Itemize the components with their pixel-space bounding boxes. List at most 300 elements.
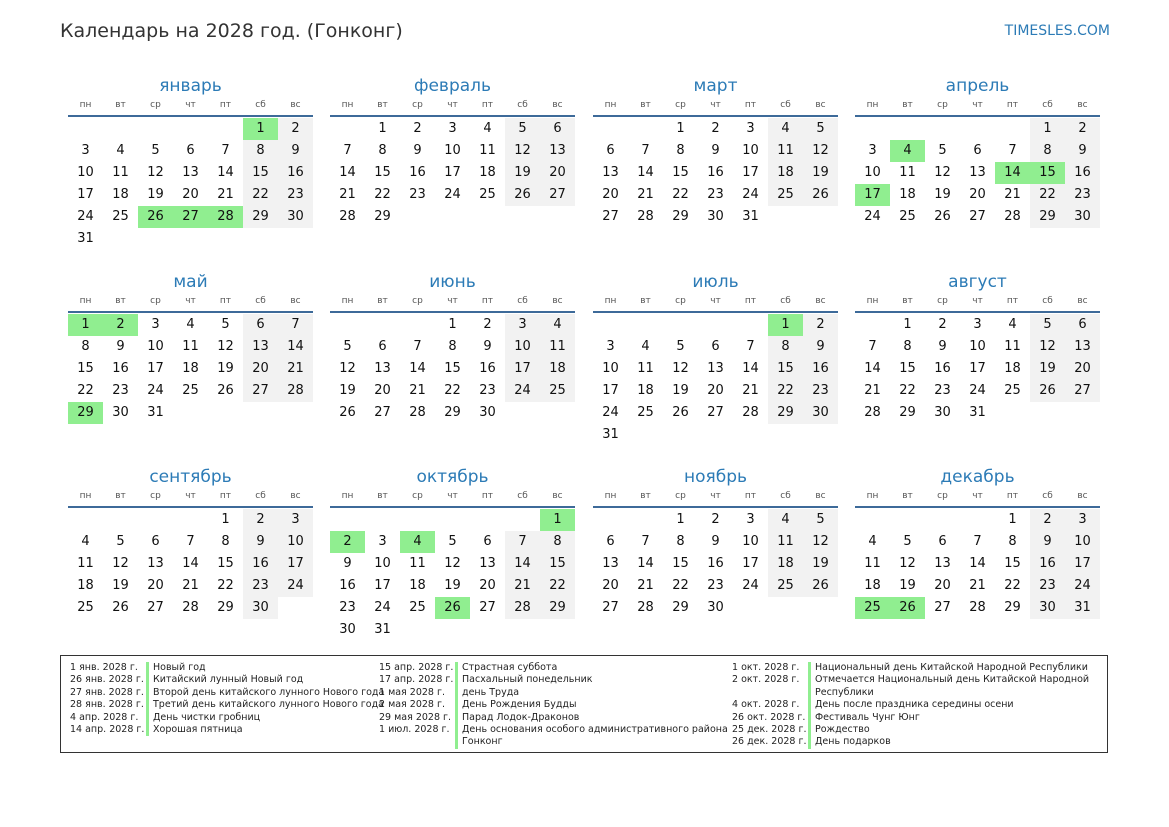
days-grid <box>330 117 575 228</box>
day-cell: 7 <box>343 143 352 158</box>
day-cell: 21 <box>637 578 654 593</box>
day-cell: 29 <box>217 600 234 615</box>
day-cell: 8 <box>676 534 685 549</box>
day-cell: 14 <box>409 361 426 376</box>
day-cell: 3 <box>1065 509 1100 531</box>
day-cell: 3 <box>505 314 540 336</box>
holiday-date: 2 мая 2028 г. <box>379 699 445 711</box>
day-cell: 20 <box>540 162 575 184</box>
day-cell: 13 <box>147 556 164 571</box>
day-cell: 25 <box>77 600 94 615</box>
holiday-name: День основания особого административного района Гонконг <box>455 724 730 749</box>
holiday-name: Новый год <box>146 662 385 674</box>
day-cell: 18 <box>864 578 881 593</box>
day-cell: 6 <box>973 143 982 158</box>
day-cell: 30 <box>243 597 278 619</box>
day-cell: 21 <box>1004 187 1021 202</box>
day-cell: 11 <box>409 556 426 571</box>
weekday-label: вт <box>115 491 126 501</box>
day-cell: 17 <box>742 165 759 180</box>
day-cell: 16 <box>479 361 496 376</box>
day-cell: 28 <box>505 597 540 619</box>
day-cell: 29 <box>444 405 461 420</box>
day-cell: 9 <box>803 336 838 358</box>
day-cell: 4 <box>81 534 90 549</box>
weekday-label: чт <box>710 491 721 501</box>
day-cell: 5 <box>505 118 540 140</box>
day-cell: 8 <box>243 140 278 162</box>
weekday-label: чт <box>710 100 721 110</box>
day-cell: 14 <box>637 556 654 571</box>
weekday-label: ср <box>412 100 423 110</box>
day-cell: 11 <box>182 339 199 354</box>
day-cell: 3 <box>606 339 615 354</box>
weekday-label: пн <box>604 296 617 306</box>
holiday-day: 2 <box>330 531 365 553</box>
weekday-header <box>68 98 313 117</box>
day-cell: 23 <box>707 187 724 202</box>
weekday-header <box>330 294 575 313</box>
weekday-header <box>855 489 1100 508</box>
day-cell: 28 <box>969 600 986 615</box>
day-cell: 24 <box>742 187 759 202</box>
day-cell: 16 <box>934 361 951 376</box>
day-cell: 19 <box>339 383 356 398</box>
month-4 <box>855 74 1100 228</box>
day-cell: 25 <box>182 383 199 398</box>
weekday-label: ср <box>412 491 423 501</box>
weekday-label: пн <box>341 100 354 110</box>
day-cell: 3 <box>81 143 90 158</box>
day-cell: 2 <box>243 509 278 531</box>
day-cell: 7 <box>505 531 540 553</box>
day-cell: 21 <box>505 575 540 597</box>
day-cell: 30 <box>479 405 496 420</box>
holiday-date: 28 янв. 2028 г. <box>70 699 144 711</box>
weekday-label: пт <box>744 100 757 110</box>
legend-row <box>723 712 1105 724</box>
day-cell: 31 <box>77 231 94 246</box>
day-cell: 31 <box>969 405 986 420</box>
legend-column <box>370 662 730 749</box>
legend-row <box>723 699 1105 711</box>
day-cell: 10 <box>374 556 391 571</box>
day-cell: 10 <box>742 143 759 158</box>
day-cell: 28 <box>742 405 759 420</box>
day-cell: 17 <box>77 187 94 202</box>
day-cell: 9 <box>711 534 720 549</box>
weekday-label: вс <box>290 100 301 110</box>
month-name: январь <box>159 76 222 96</box>
weekday-label: пт <box>481 296 494 306</box>
weekday-header <box>593 489 838 508</box>
day-cell: 29 <box>672 600 689 615</box>
day-cell: 26 <box>672 405 689 420</box>
weekday-label: чт <box>447 491 458 501</box>
weekday-label: вт <box>902 491 913 501</box>
days-grid <box>330 508 575 641</box>
day-cell: 25 <box>637 405 654 420</box>
day-cell: 15 <box>672 165 689 180</box>
weekday-label: вт <box>902 296 913 306</box>
day-cell: 27 <box>374 405 391 420</box>
day-cell: 3 <box>973 317 982 332</box>
day-cell: 9 <box>278 140 313 162</box>
weekday-label: чт <box>447 100 458 110</box>
weekday-header <box>330 98 575 117</box>
day-cell: 13 <box>602 556 619 571</box>
day-cell: 13 <box>479 556 496 571</box>
day-cell: 8 <box>1008 534 1017 549</box>
day-cell: 29 <box>768 402 803 424</box>
day-cell: 28 <box>637 209 654 224</box>
weekday-label: вс <box>815 100 826 110</box>
legend-row <box>370 687 730 699</box>
day-cell: 7 <box>413 339 422 354</box>
day-cell: 5 <box>343 339 352 354</box>
day-cell: 20 <box>147 578 164 593</box>
day-cell: 4 <box>768 118 803 140</box>
weekday-label: вс <box>552 491 563 501</box>
month-name: октябрь <box>416 467 489 487</box>
day-cell: 22 <box>1030 184 1065 206</box>
legend-row <box>723 724 1105 736</box>
day-cell: 2 <box>1030 509 1065 531</box>
day-cell: 19 <box>672 383 689 398</box>
day-cell: 13 <box>1065 336 1100 358</box>
holiday-name: День после праздника середины осени <box>808 699 1105 711</box>
day-cell: 22 <box>672 187 689 202</box>
day-cell: 19 <box>444 578 461 593</box>
day-cell: 28 <box>182 600 199 615</box>
weekday-header <box>593 294 838 313</box>
day-cell: 15 <box>444 361 461 376</box>
days-grid <box>593 313 838 446</box>
legend-row <box>61 687 385 699</box>
weekday-label: вс <box>1077 296 1088 306</box>
legend-row <box>723 674 1105 699</box>
day-cell: 27 <box>1065 380 1100 402</box>
day-cell: 11 <box>899 165 916 180</box>
day-cell: 12 <box>899 556 916 571</box>
day-cell: 6 <box>483 534 492 549</box>
day-cell: 7 <box>186 534 195 549</box>
day-cell: 15 <box>1004 556 1021 571</box>
day-cell: 15 <box>768 358 803 380</box>
holiday-date: 27 янв. 2028 г. <box>70 686 144 698</box>
day-cell: 26 <box>217 383 234 398</box>
day-cell: 9 <box>116 339 125 354</box>
month-5 <box>68 270 313 424</box>
weekday-label: пн <box>341 296 354 306</box>
day-cell: 21 <box>742 383 759 398</box>
day-cell: 31 <box>742 209 759 224</box>
month-2 <box>330 74 575 228</box>
day-cell: 15 <box>672 556 689 571</box>
month-6 <box>330 270 575 424</box>
day-cell: 13 <box>374 361 391 376</box>
day-cell: 14 <box>864 361 881 376</box>
legend-row <box>61 699 385 711</box>
holiday-date: 4 апр. 2028 г. <box>70 711 139 723</box>
day-cell: 4 <box>868 534 877 549</box>
holiday-day: 29 <box>68 402 103 424</box>
day-cell: 8 <box>1030 140 1065 162</box>
weekday-header <box>68 294 313 313</box>
day-cell: 22 <box>540 575 575 597</box>
day-cell: 17 <box>505 358 540 380</box>
day-cell: 17 <box>1065 553 1100 575</box>
holiday-day: 2 <box>103 314 138 336</box>
holiday-date: 17 апр. 2028 г. <box>379 674 454 686</box>
site-link[interactable]: TIMESLES.COM <box>1004 23 1110 39</box>
day-cell: 20 <box>374 383 391 398</box>
days-grid <box>68 313 313 424</box>
holiday-day: 26 <box>138 206 173 228</box>
day-cell: 14 <box>278 336 313 358</box>
weekday-label: пт <box>219 491 232 501</box>
day-cell: 10 <box>77 165 94 180</box>
day-cell: 2 <box>711 121 720 136</box>
day-cell: 6 <box>938 534 947 549</box>
day-cell: 5 <box>116 534 125 549</box>
holiday-name: Страстная суббота <box>455 662 730 674</box>
legend-row <box>370 724 730 749</box>
holiday-date: 2 окт. 2028 г. <box>732 674 800 686</box>
day-cell: 5 <box>938 143 947 158</box>
weekday-label: ср <box>937 296 948 306</box>
day-cell: 25 <box>540 380 575 402</box>
weekday-label: ср <box>675 100 686 110</box>
weekday-label: сб <box>780 296 791 306</box>
day-cell: 6 <box>606 143 615 158</box>
day-cell: 9 <box>343 556 352 571</box>
holiday-name: Хорошая пятница <box>146 724 385 736</box>
day-cell: 20 <box>602 187 619 202</box>
day-cell: 1 <box>676 512 685 527</box>
weekday-label: пн <box>604 491 617 501</box>
legend-column <box>723 662 1105 749</box>
days-grid <box>593 117 838 228</box>
day-cell: 12 <box>112 556 129 571</box>
weekday-label: вс <box>552 296 563 306</box>
day-cell: 18 <box>1004 361 1021 376</box>
holiday-name: Фестиваль Чунг Юнг <box>808 712 1105 724</box>
day-cell: 29 <box>243 206 278 228</box>
day-cell: 6 <box>243 314 278 336</box>
day-cell: 14 <box>637 165 654 180</box>
weekday-label: вт <box>377 296 388 306</box>
day-cell: 23 <box>112 383 129 398</box>
day-cell: 14 <box>505 553 540 575</box>
holiday-day: 26 <box>890 597 925 619</box>
day-cell: 28 <box>864 405 881 420</box>
day-cell: 24 <box>505 380 540 402</box>
weekday-label: сб <box>1042 296 1053 306</box>
holiday-day: 27 <box>173 206 208 228</box>
day-cell: 5 <box>448 534 457 549</box>
holiday-name: Пасхальный понедельник <box>455 674 730 686</box>
weekday-label: ср <box>675 491 686 501</box>
day-cell: 16 <box>112 361 129 376</box>
month-name: сентябрь <box>149 467 232 487</box>
weekday-label: пт <box>219 100 232 110</box>
day-cell: 7 <box>746 339 755 354</box>
day-cell: 7 <box>1008 143 1017 158</box>
weekday-label: сб <box>780 491 791 501</box>
day-cell: 27 <box>479 600 496 615</box>
day-cell: 17 <box>444 165 461 180</box>
weekday-label: вс <box>552 100 563 110</box>
day-cell: 5 <box>221 317 230 332</box>
day-cell: 21 <box>637 187 654 202</box>
day-cell: 17 <box>969 361 986 376</box>
legend-row <box>723 736 1105 748</box>
holiday-day: 4 <box>890 140 925 162</box>
day-cell: 27 <box>243 380 278 402</box>
day-cell: 18 <box>637 383 654 398</box>
day-cell: 22 <box>217 578 234 593</box>
day-cell: 23 <box>409 187 426 202</box>
day-cell: 24 <box>1065 575 1100 597</box>
day-cell: 6 <box>151 534 160 549</box>
holiday-date: 1 окт. 2028 г. <box>732 662 800 673</box>
weekday-label: пт <box>1006 491 1019 501</box>
day-cell: 9 <box>413 143 422 158</box>
day-cell: 27 <box>540 184 575 206</box>
holiday-date: 14 апр. 2028 г. <box>70 724 145 736</box>
weekday-label: сб <box>517 100 528 110</box>
day-cell: 15 <box>374 165 391 180</box>
day-cell: 26 <box>803 575 838 597</box>
day-cell: 15 <box>899 361 916 376</box>
day-cell: 12 <box>444 556 461 571</box>
day-cell: 4 <box>483 121 492 136</box>
holiday-day: 1 <box>540 509 575 531</box>
holiday-day: 25 <box>855 597 890 619</box>
day-cell: 20 <box>1065 358 1100 380</box>
day-cell: 17 <box>147 361 164 376</box>
day-cell: 12 <box>803 531 838 553</box>
day-cell: 28 <box>1004 209 1021 224</box>
holiday-day: 4 <box>400 531 435 553</box>
day-cell: 25 <box>768 184 803 206</box>
days-grid <box>855 313 1100 424</box>
day-cell: 20 <box>243 358 278 380</box>
holiday-date: 15 апр. 2028 г. <box>379 662 454 673</box>
day-cell: 14 <box>182 556 199 571</box>
day-cell: 23 <box>707 578 724 593</box>
holiday-day: 14 <box>995 162 1030 184</box>
day-cell: 6 <box>606 534 615 549</box>
day-cell: 16 <box>243 553 278 575</box>
day-cell: 12 <box>147 165 164 180</box>
day-cell: 16 <box>339 578 356 593</box>
day-cell: 23 <box>339 600 356 615</box>
weekday-label: сб <box>1042 491 1053 501</box>
day-cell: 6 <box>540 118 575 140</box>
day-cell: 25 <box>409 600 426 615</box>
day-cell: 29 <box>1030 206 1065 228</box>
day-cell: 14 <box>339 165 356 180</box>
day-cell: 3 <box>278 509 313 531</box>
weekday-label: вс <box>1077 100 1088 110</box>
days-grid <box>855 117 1100 228</box>
day-cell: 24 <box>864 209 881 224</box>
weekday-label: вт <box>377 100 388 110</box>
day-cell: 26 <box>934 209 951 224</box>
day-cell: 9 <box>711 143 720 158</box>
day-cell: 24 <box>374 600 391 615</box>
day-cell: 5 <box>803 509 838 531</box>
day-cell: 25 <box>768 575 803 597</box>
day-cell: 24 <box>602 405 619 420</box>
month-name: май <box>173 272 208 292</box>
day-cell: 10 <box>742 534 759 549</box>
day-cell: 23 <box>243 575 278 597</box>
legend-row <box>61 724 385 736</box>
holiday-day: 1 <box>768 314 803 336</box>
day-cell: 1 <box>1008 512 1017 527</box>
weekday-label: пт <box>1006 100 1019 110</box>
month-name: декабрь <box>940 467 1015 487</box>
weekday-label: вт <box>640 100 651 110</box>
month-7 <box>593 270 838 446</box>
day-cell: 10 <box>602 361 619 376</box>
day-cell: 22 <box>77 383 94 398</box>
day-cell: 11 <box>77 556 94 571</box>
weekday-label: вт <box>902 100 913 110</box>
day-cell: 2 <box>413 121 422 136</box>
day-cell: 12 <box>803 140 838 162</box>
day-cell: 22 <box>672 578 689 593</box>
month-1 <box>68 74 313 250</box>
day-cell: 12 <box>934 165 951 180</box>
day-cell: 31 <box>1065 597 1100 619</box>
day-cell: 2 <box>803 314 838 336</box>
day-cell: 22 <box>243 184 278 206</box>
holiday-date: 26 дек. 2028 г. <box>732 736 807 748</box>
page-title: Календарь на 2028 год. (Гонконг) <box>60 20 403 42</box>
day-cell: 28 <box>637 600 654 615</box>
legend-row <box>370 662 730 674</box>
day-cell: 8 <box>378 143 387 158</box>
day-cell: 9 <box>243 531 278 553</box>
day-cell: 29 <box>1004 600 1021 615</box>
day-cell: 23 <box>479 383 496 398</box>
day-cell: 19 <box>934 187 951 202</box>
day-cell: 7 <box>641 143 650 158</box>
day-cell: 17 <box>742 556 759 571</box>
day-cell: 4 <box>540 314 575 336</box>
month-name: апрель <box>945 76 1010 96</box>
day-cell: 11 <box>112 165 129 180</box>
day-cell: 13 <box>182 165 199 180</box>
day-cell: 22 <box>899 383 916 398</box>
day-cell: 3 <box>151 317 160 332</box>
day-cell: 9 <box>1030 531 1065 553</box>
day-cell: 3 <box>868 143 877 158</box>
month-name: июль <box>692 272 739 292</box>
day-cell: 22 <box>1004 578 1021 593</box>
month-name: февраль <box>413 76 492 96</box>
day-cell: 30 <box>707 209 724 224</box>
day-cell: 18 <box>768 162 803 184</box>
day-cell: 1 <box>448 317 457 332</box>
day-cell: 30 <box>1030 597 1065 619</box>
day-cell: 1 <box>903 317 912 332</box>
holiday-name: День Рождения Будды <box>455 699 730 711</box>
